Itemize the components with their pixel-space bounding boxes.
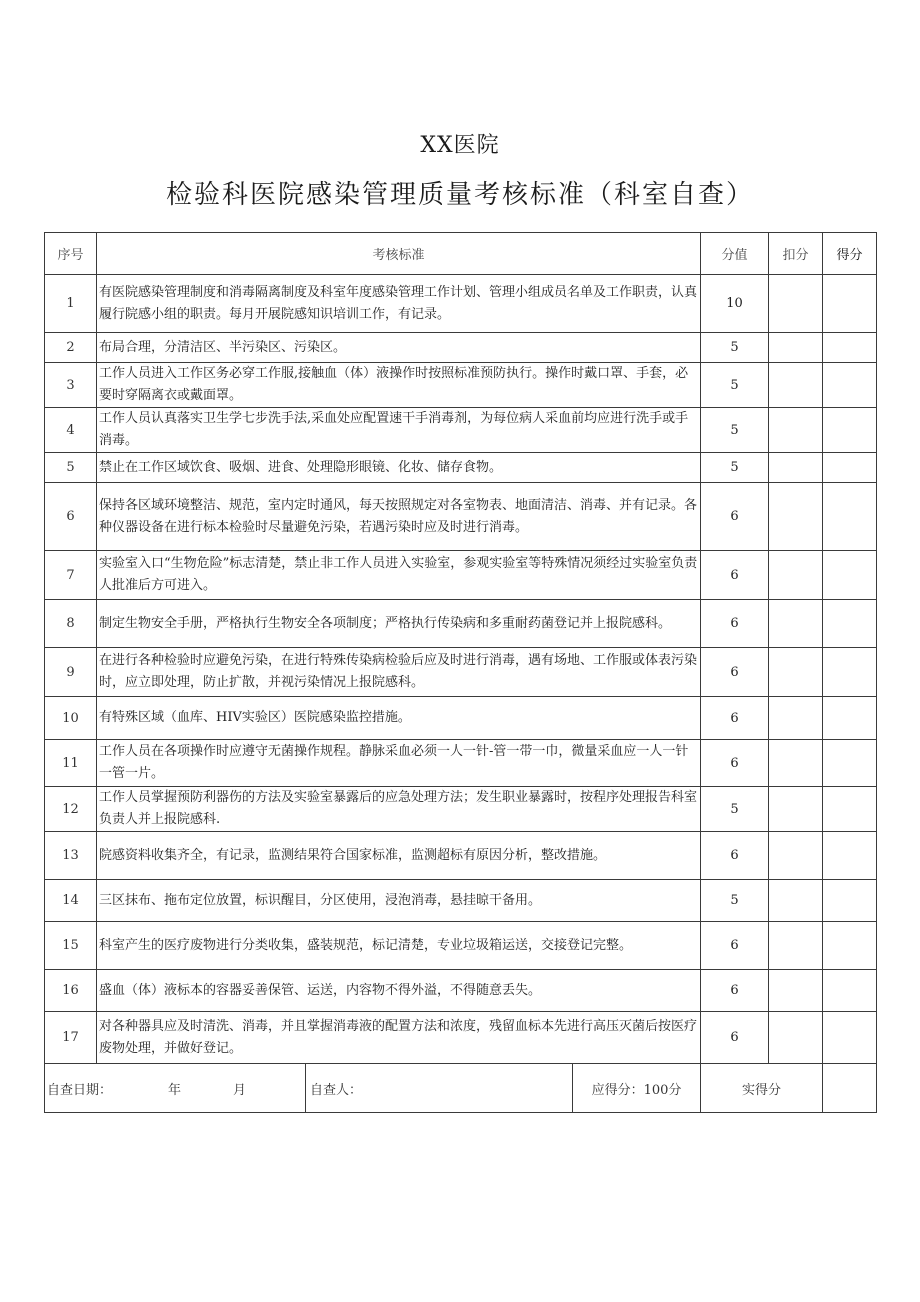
row-score-cell[interactable]	[823, 697, 877, 740]
row-deduct-cell[interactable]	[769, 740, 823, 787]
row-deduct-cell[interactable]	[769, 1012, 823, 1064]
row-deduct-cell[interactable]	[769, 697, 823, 740]
row-score-cell[interactable]	[823, 922, 877, 970]
month-label: 月	[233, 1082, 247, 1098]
row-index: 9	[45, 648, 97, 697]
table-row	[45, 832, 877, 880]
row-points: 6	[701, 832, 769, 880]
row-criterion: 工作人员进入工作区务必穿工作服,接触血（体）液操作时按照标准预防执行。操作时戴口罩、手套，必要时穿隔离衣或戴面罩。	[97, 363, 701, 408]
row-index: 11	[45, 740, 97, 787]
row-index: 6	[45, 483, 97, 551]
row-deduct-cell[interactable]	[769, 408, 823, 453]
row-index: 15	[45, 922, 97, 970]
row-points: 6	[701, 970, 769, 1012]
row-criterion: 三区抹布、拖布定位放置，标识醒目，分区使用，浸泡消毒，悬挂晾干备用。	[97, 880, 701, 922]
row-criterion: 布局合理，分清洁区、半污染区、污染区。	[97, 333, 701, 363]
row-points: 5	[701, 363, 769, 408]
row-index: 13	[45, 832, 97, 880]
row-deduct-cell[interactable]	[769, 832, 823, 880]
self-check-date-label: 自查日期：	[47, 1082, 113, 1098]
row-deduct-cell[interactable]	[769, 880, 823, 922]
row-points: 6	[701, 600, 769, 648]
table-header-row	[45, 233, 877, 275]
row-criterion: 盛血（体）液标本的容器妥善保管、运送，内容物不得外溢，不得随意丢失。	[97, 970, 701, 1012]
row-points: 10	[701, 275, 769, 333]
row-criterion: 禁止在工作区域饮食、吸烟、进食、处理隐形眼镜、化妆、储存食物。	[97, 453, 701, 483]
table-row	[45, 970, 877, 1012]
row-criterion: 工作人员在各项操作时应遵守无菌操作规程。静脉采血必须一人一针-管一带一巾，微量采血应一人一针一管一片。	[97, 740, 701, 787]
row-deduct-cell[interactable]	[769, 648, 823, 697]
row-index: 16	[45, 970, 97, 1012]
table-row	[45, 333, 877, 363]
table-row	[45, 408, 877, 453]
col-header-deduct: 扣分	[769, 233, 823, 275]
table-row	[45, 453, 877, 483]
row-deduct-cell[interactable]	[769, 787, 823, 832]
row-score-cell[interactable]	[823, 832, 877, 880]
row-deduct-cell[interactable]	[769, 600, 823, 648]
row-score-cell[interactable]	[823, 453, 877, 483]
document-title: 检验科医院感染管理质量考核标准（科室自查）	[165, 180, 754, 210]
row-deduct-cell[interactable]	[769, 363, 823, 408]
col-header-criteria: 考核标准	[97, 233, 701, 275]
row-criterion: 实验室入口“生物危险”标志清楚，禁止非工作人员进入实验室，参观实验室等特殊情况须经过实验室负责人批准后方可进入。	[97, 551, 701, 600]
row-score-cell[interactable]	[823, 551, 877, 600]
row-index: 4	[45, 408, 97, 453]
row-index: 17	[45, 1012, 97, 1064]
year-label: 年	[168, 1082, 182, 1098]
table-row	[45, 1012, 877, 1064]
row-index: 5	[45, 453, 97, 483]
table-row	[45, 787, 877, 832]
row-deduct-cell[interactable]	[769, 453, 823, 483]
col-header-score: 得分	[823, 233, 877, 275]
row-deduct-cell[interactable]	[769, 483, 823, 551]
row-score-cell[interactable]	[823, 408, 877, 453]
row-criterion: 科室产生的医疗废物进行分类收集，盛装规范，标记清楚，专业垃圾箱运送，交接登记完整。	[97, 922, 701, 970]
row-criterion: 工作人员认真落实卫生学七步洗手法,采血处应配置速干手消毒剂，为每位病人采血前均应进行洗手或手消毒。	[97, 408, 701, 453]
assessment-table	[44, 232, 877, 1113]
row-score-cell[interactable]	[823, 740, 877, 787]
table-row	[45, 740, 877, 787]
row-index: 1	[45, 275, 97, 333]
row-points: 6	[701, 648, 769, 697]
row-score-cell[interactable]	[823, 363, 877, 408]
row-criterion: 对各种器具应及时清洗、消毒，并且掌握消毒液的配置方法和浓度，残留血标本先进行高压灭菌后按医疗废物处理，并做好登记。	[97, 1012, 701, 1064]
row-score-cell[interactable]	[823, 880, 877, 922]
table-row	[45, 697, 877, 740]
table-row	[45, 275, 877, 333]
table-row	[45, 922, 877, 970]
row-criterion: 有特殊区域（血库、HIV实验区）医院感染监控措施。	[97, 697, 701, 740]
table-row	[45, 600, 877, 648]
table-row	[45, 880, 877, 922]
row-points: 6	[701, 1012, 769, 1064]
row-index: 3	[45, 363, 97, 408]
row-criterion: 在进行各种检验时应避免污染，在进行特殊传染病检验后应及时进行消毒，遇有场地、工作服或体表污染时，应立即处理，防止扩散，并视污染情况上报院感科。	[97, 648, 701, 697]
row-points: 6	[701, 740, 769, 787]
row-points: 6	[701, 551, 769, 600]
table-row	[45, 648, 877, 697]
row-index: 12	[45, 787, 97, 832]
row-criterion: 院感资料收集齐全，有记录，监测结果符合国家标准，监测超标有原因分析，整改措施。	[97, 832, 701, 880]
actual-score-value[interactable]	[823, 1064, 877, 1113]
row-deduct-cell[interactable]	[769, 970, 823, 1012]
row-index: 14	[45, 880, 97, 922]
row-score-cell[interactable]	[823, 333, 877, 363]
row-points: 5	[701, 787, 769, 832]
row-criterion: 制定生物安全手册，严格执行生物安全各项制度；严格执行传染病和多重耐药菌登记并上报院感科。	[97, 600, 701, 648]
row-score-cell[interactable]	[823, 1012, 877, 1064]
row-index: 8	[45, 600, 97, 648]
row-index: 2	[45, 333, 97, 363]
table-body	[45, 275, 877, 1064]
hospital-name: XX医院	[420, 133, 500, 158]
table-row	[45, 363, 877, 408]
row-deduct-cell[interactable]	[769, 551, 823, 600]
row-points: 5	[701, 333, 769, 363]
row-score-cell[interactable]	[823, 483, 877, 551]
row-score-cell[interactable]	[823, 648, 877, 697]
table-row	[45, 483, 877, 551]
row-criterion: 工作人员掌握预防利器伤的方法及实验室暴露后的应急处理方法；发生职业暴露时，按程序处理报告科室负责人并上报院感科.	[97, 787, 701, 832]
actual-score-label: 实得分	[701, 1064, 823, 1113]
row-deduct-cell[interactable]	[769, 275, 823, 333]
checker-label: 自查人：	[310, 1082, 363, 1098]
table-row	[45, 551, 877, 600]
row-criterion: 有医院感染管理制度和消毒隔离制度及科室年度感染管理工作计划、管理小组成员名单及工作职责，认真履行院感小组的职责。每月开展院感知识培训工作，有记录。	[97, 275, 701, 333]
footer-row	[45, 1064, 877, 1113]
row-score-cell[interactable]	[823, 970, 877, 1012]
row-points: 6	[701, 697, 769, 740]
row-points: 6	[701, 922, 769, 970]
row-score-cell[interactable]	[823, 787, 877, 832]
row-criterion: 保持各区域环境整洁、规范，室内定时通风，每天按照规定对各室物表、地面清洁、消毒、并有记录。各种仪器设备在进行标本检验时尽量避免污染，若遇污染时应及时进行消毒。	[97, 483, 701, 551]
row-points: 5	[701, 880, 769, 922]
row-points: 5	[701, 453, 769, 483]
row-deduct-cell[interactable]	[769, 922, 823, 970]
row-score-cell[interactable]	[823, 600, 877, 648]
row-score-cell[interactable]	[823, 275, 877, 333]
col-header-points: 分值	[701, 233, 769, 275]
row-points: 6	[701, 483, 769, 551]
footer-left-cell	[45, 1064, 701, 1113]
row-index: 10	[45, 697, 97, 740]
col-header-index: 序号	[45, 233, 97, 275]
expected-score-label: 应得分：100分	[591, 1082, 682, 1098]
row-deduct-cell[interactable]	[769, 333, 823, 363]
row-index: 7	[45, 551, 97, 600]
row-points: 5	[701, 408, 769, 453]
